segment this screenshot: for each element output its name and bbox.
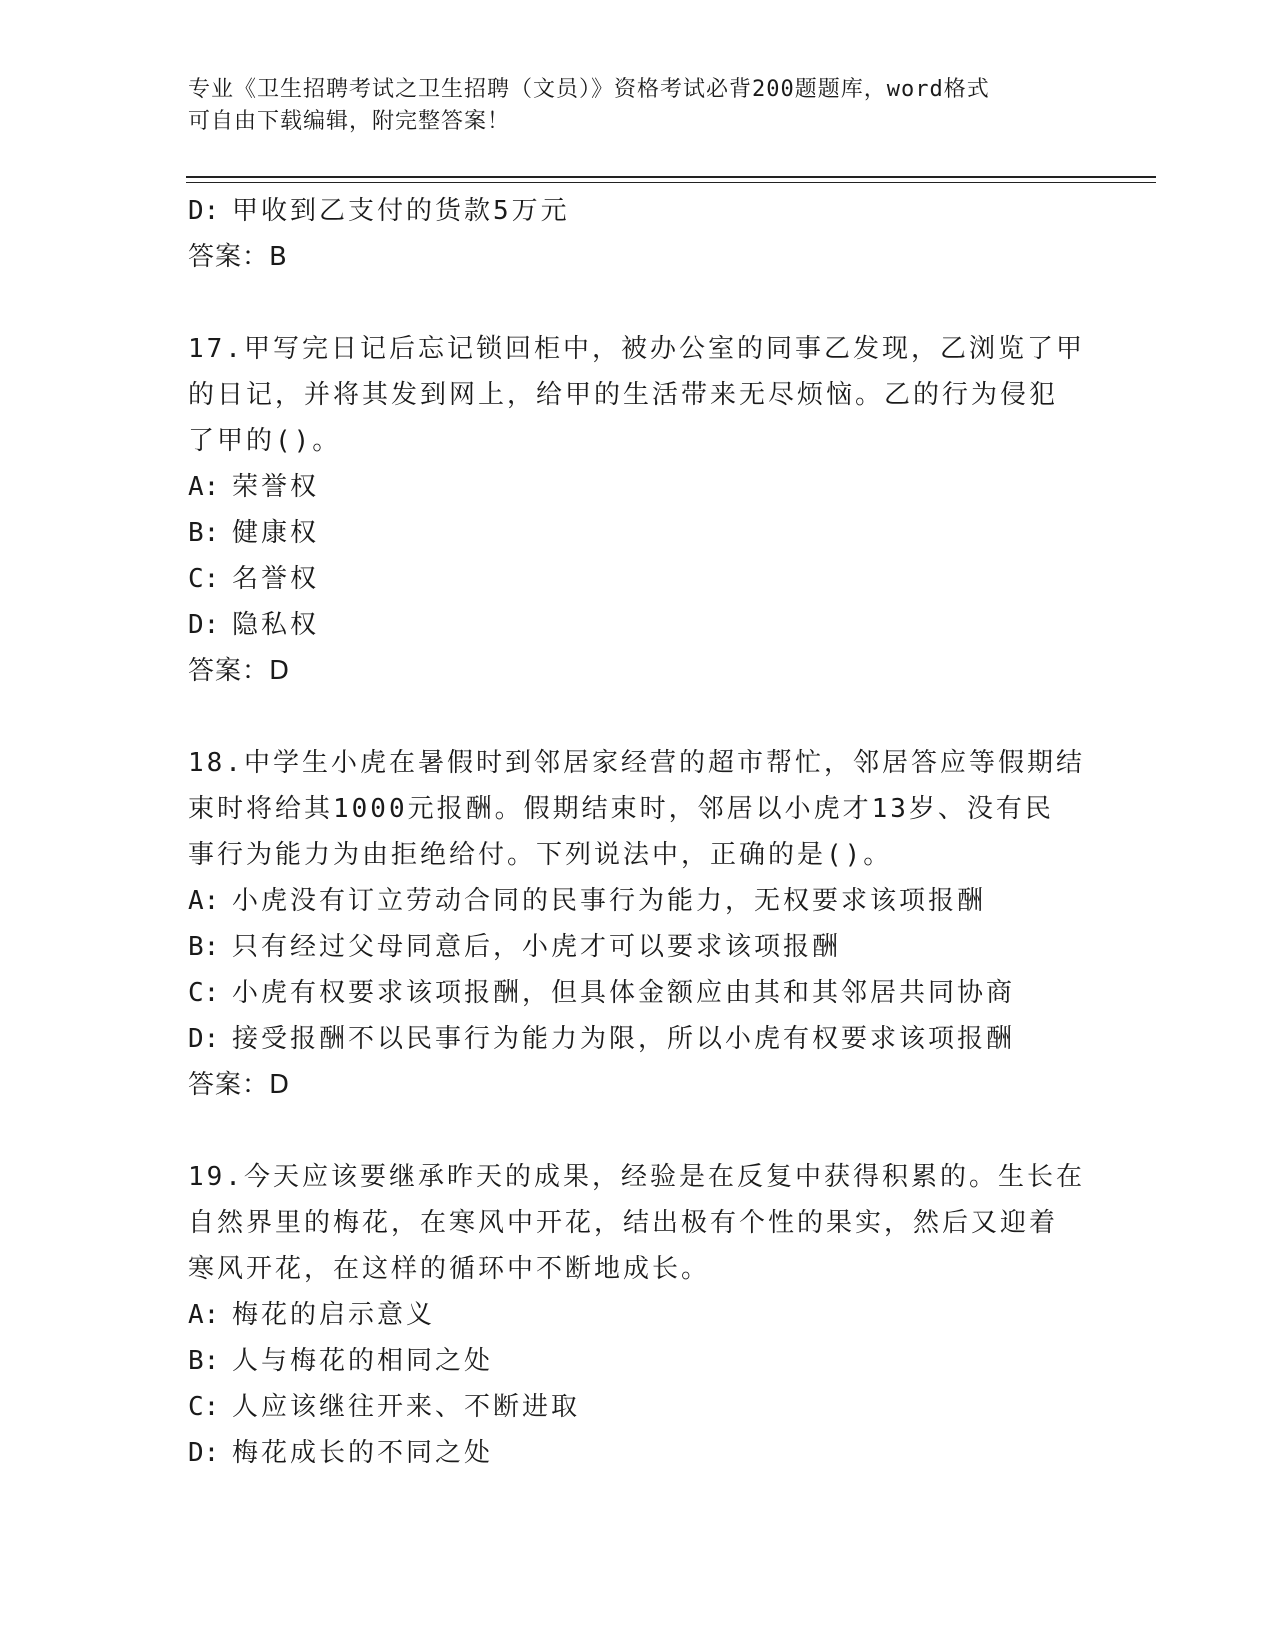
option-text: 梅花成长的不同之处 [232,1438,494,1468]
option-label: D: [188,196,220,226]
question-18 [188,740,1088,1108]
question-stem-line: 事行为能力为由拒绝给付。下列说法中，正确的是()。 [188,840,893,870]
question-17 [188,326,1088,694]
header-line-2: 可自由下载编辑，附完整答案！ [188,109,511,134]
option-label: D: [188,1438,220,1468]
document-body [188,188,1088,1476]
option-label: A: [188,1300,220,1330]
option-text: 名誉权 [232,564,320,594]
option-text: 人与梅花的相同之处 [232,1346,494,1376]
option-text: 人应该继往开来、不断进取 [232,1392,581,1422]
option-text: 小虎有权要求该项报酬，但具体金额应由其和其邻居共同协商 [232,978,1016,1008]
option-c [188,970,1088,1016]
question-stem-line: 17.甲写完日记后忘记锁回柜中，被办公室的同事乙发现，乙浏览了甲 [188,334,1085,364]
option-a [188,1292,1088,1338]
option-b [188,510,1088,556]
question-stem-line: 束时将给其1000元报酬。假期结束时，邻居以小虎才13岁、没有民 [188,794,1054,824]
question-stem-line: 了甲的()。 [188,426,342,456]
option-text: 梅花的启示意义 [232,1300,436,1330]
option-text: 只有经过父母同意后，小虎才可以要求该项报酬 [232,932,842,962]
option-label: C: [188,978,220,1008]
header-line-1: 专业《卫生招聘考试之卫生招聘（文员）》资格考试必背200题题库，word格式 [188,77,990,102]
option-text: 接受报酬不以民事行为能力为限，所以小虎有权要求该项报酬 [232,1024,1016,1054]
option-text: 隐私权 [232,610,320,640]
option-b [188,924,1088,970]
option-label: B: [188,1346,220,1376]
question-stem-line: 19.今天应该要继承昨天的成果，经验是在反复中获得积累的。生长在 [188,1162,1085,1192]
option-a [188,878,1088,924]
question-stem-line: 寒风开花，在这样的循环中不断地成长。 [188,1254,711,1284]
option-text: 健康权 [232,518,320,548]
option-label: D: [188,1024,220,1054]
option-d [188,1016,1088,1062]
option-a [188,464,1088,510]
answer-line: 答案：D [188,1070,291,1100]
question-stem-line: 的日记，并将其发到网上，给甲的生活带来无尽烦恼。乙的行为侵犯 [188,380,1059,410]
answer-line: 答案：B [188,242,288,272]
option-c [188,556,1088,602]
option-c [188,1384,1088,1430]
answer-line: 答案：D [188,656,291,686]
option-label: C: [188,1392,220,1422]
option-text: 甲收到乙支付的货款5万元 [232,196,570,226]
option-b [188,1338,1088,1384]
option-label: B: [188,932,220,962]
question-stem-line: 18.中学生小虎在暑假时到邻居家经营的超市帮忙，邻居答应等假期结 [188,748,1085,778]
question-stem-line: 自然界里的梅花，在寒风中开花，结出极有个性的果实，然后又迎着 [188,1208,1059,1238]
option-label: D: [188,610,220,640]
option-text: 荣誉权 [232,472,320,502]
option-d [188,1430,1088,1476]
option-label: A: [188,886,220,916]
option-label: C: [188,564,220,594]
option-d [188,602,1088,648]
option-d [188,188,1088,234]
option-label: B: [188,518,220,548]
option-label: A: [188,472,220,502]
header-rule-thin [186,182,1156,183]
option-text: 小虎没有订立劳动合同的民事行为能力，无权要求该项报酬 [232,886,987,916]
document-header [188,74,1068,138]
question-19 [188,1154,1088,1476]
header-rule-thick [186,176,1156,178]
